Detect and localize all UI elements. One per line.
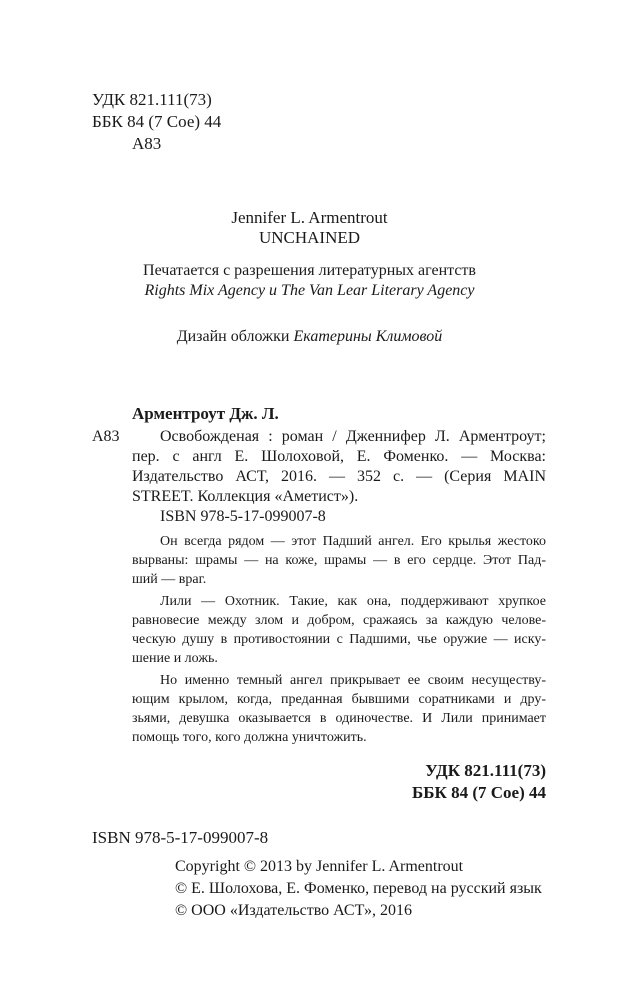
permission-line-1: Печатается с разрешения литературных агентств (143, 262, 476, 279)
bib-line-2: пер. с англ Е. Шолоховой, Е. Фоменко. — Москва: (132, 448, 546, 465)
annotation-p2-line-4: шение и ложь. (132, 651, 218, 666)
udk-bottom: УДК 821.111(73) (425, 761, 546, 780)
annotation-p1-line-2: вырваны: шрамы — на коже, шрамы — в его сердце. Этот Пад- (132, 553, 546, 568)
bib-line-4: STREET. Коллекция «Аметист»). (132, 488, 359, 505)
annotation-p3-line-1: Но именно темный ангел прикрывает ее своим несуществу- (160, 673, 546, 688)
annotation-p2-line-3: ческую душу в противостоянии с Падшими, чье оружие — иску- (132, 632, 546, 647)
copyright-translation: © Е. Шолохова, Е. Фоменко, перевод на русский язык (175, 880, 542, 897)
permission-line-2: Rights Mix Agency и The Van Lear Literary Agency (144, 282, 475, 299)
bib-mark: А83 (92, 428, 120, 445)
cover-designer-name: Екатерины Климовой (293, 328, 443, 345)
annotation-p3-line-2: ющим крылом, когда, преданная бывшими соратниками и дру- (132, 692, 546, 707)
copyright-author: Copyright © 2013 by Jennifer L. Armentrout (175, 858, 464, 875)
copyright-publisher: © ООО «Издательство АСТ», 2016 (175, 902, 412, 919)
annotation-p2-line-1: Лили — Охотник. Такие, как она, поддерживают хрупкое (160, 594, 546, 609)
bib-line-3: Издательство АСТ, 2016. — 352 с. — (Серия MAIN (132, 468, 546, 485)
annotation-p3-line-4: помощь того, кого должна уничтожить. (132, 730, 367, 745)
bib-line-1: Освобожденая : роман / Дженнифер Л. Арментроут; (160, 428, 546, 445)
bib-heading: Арментроут Дж. Л. (132, 404, 279, 423)
bbk-bottom: ББК 84 (7 Сое) 44 (412, 783, 546, 802)
author-mark-top: А83 (132, 134, 162, 153)
cover-design-credit (0, 328, 619, 346)
footer-isbn: ISBN 978-5-17-099007-8 (92, 828, 269, 847)
original-title: UNCHAINED (258, 228, 361, 247)
annotation-p3-line-3: зьями, девушка оказывается в одиночестве. И Лили принимает (132, 711, 546, 726)
annotation-p2-line-2: равновесие между злом и добром, сражаясь за каждую челове- (132, 613, 546, 628)
bbk-top: ББК 84 (7 Сое) 44 (92, 112, 222, 131)
annotation-p1-line-1: Он всегда рядом — этот Падший ангел. Его крылья жестоко (160, 534, 546, 549)
udk-top: УДК 821.111(73) (92, 90, 212, 109)
cover-design-prefix: Дизайн обложки (176, 328, 294, 345)
original-author: Jennifer L. Armentrout (231, 208, 388, 227)
bib-isbn: ISBN 978-5-17-099007-8 (160, 508, 326, 525)
annotation-p1-line-3: ший — враг. (132, 572, 207, 587)
